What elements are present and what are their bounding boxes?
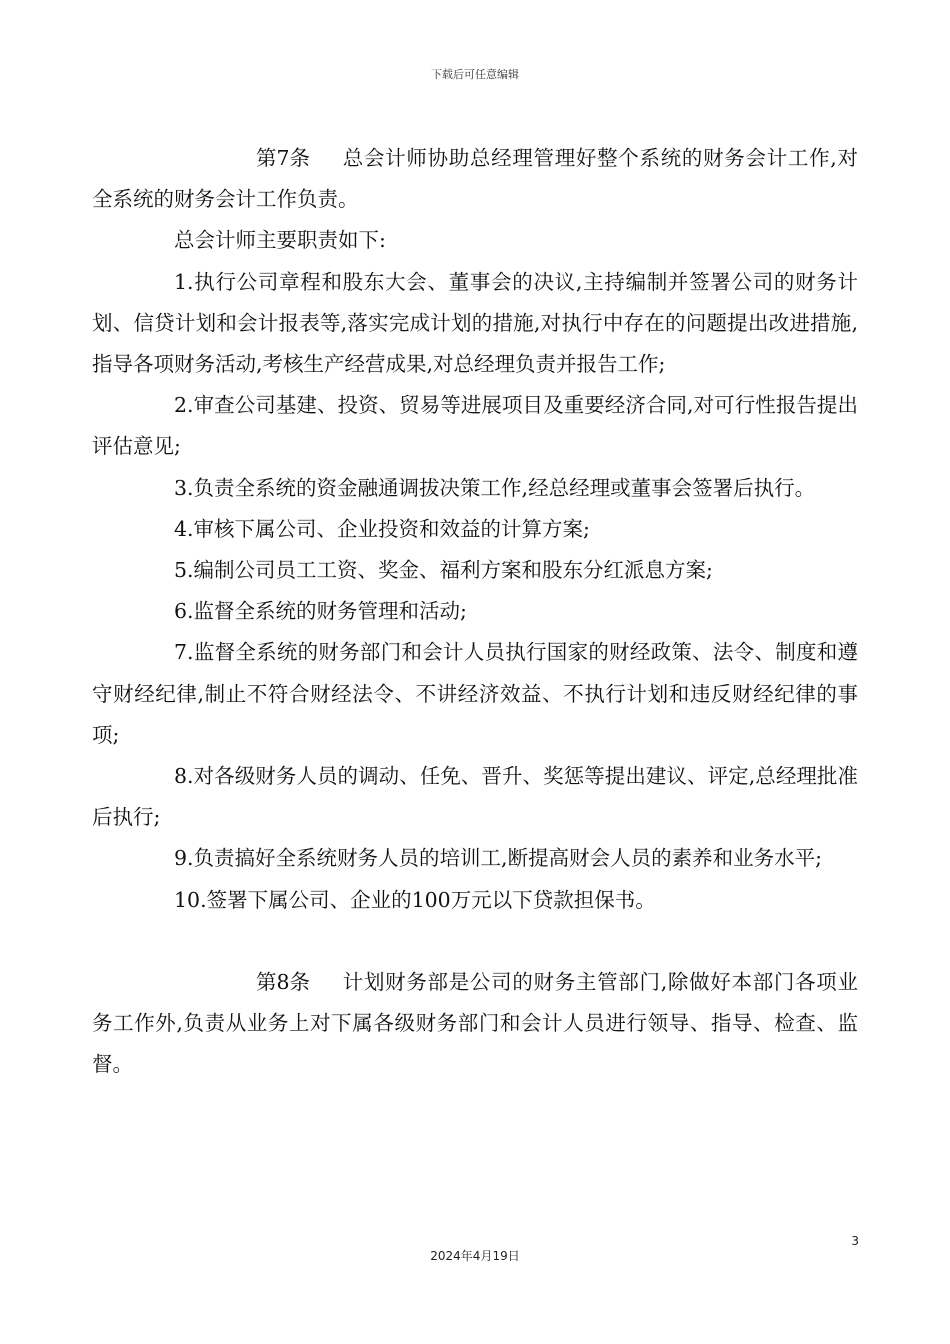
article-8-text: 计划财务部是公司的财务主管部门,除做好本部门各项业务工作外,负责从业务上对下属各级财务部门和会计人员进行领导、指导、检查、监督。 [92, 969, 858, 1077]
duty-item-8: 8.对各级财务人员的调动、任免、晋升、奖惩等提出建议、评定,总经理批准后执行; [92, 764, 858, 830]
article-7-label: 第7条 [256, 146, 311, 170]
duty-item-7: 7.监督全系统的财务部门和会计人员执行国家的财经政策、法令、制度和遵守财经纪律,制止不符合财经法令、不讲经济效益、不执行计划和违反财经纪律的事项; [92, 640, 858, 747]
duty-item-6: 6.监督全系统的财务管理和活动; [174, 599, 467, 624]
duty-item-10: 10.签署下属公司、企业的100万元以下贷款担保书。 [174, 887, 656, 912]
article-7-text: 总会计师协助总经理管理好整个系统的财务会计工作,对全系统的财务会计工作负责。 [92, 146, 858, 212]
page-number: 3 [851, 1234, 859, 1248]
footer-date: 2024年4月19日 [430, 1249, 520, 1263]
page-header: 下载后可任意编辑 [431, 68, 519, 81]
article-7 [92, 138, 858, 220]
duty-item-4: 4.审核下属公司、企业投资和效益的计算方案; [174, 516, 590, 541]
duty-item-2: 2.审查公司基建、投资、贸易等进展项目及重要经济合同,对可行性报告提出评估意见; [92, 393, 858, 459]
duty-item-5: 5.编制公司员工工资、奖金、福利方案和股东分红派息方案; [174, 558, 713, 583]
article-8-label: 第8条 [256, 969, 311, 994]
duties-intro: 总会计师主要职责如下: [174, 228, 386, 253]
paragraph-spacer [92, 921, 858, 962]
duty-item-3: 3.负责全系统的资金融通调拔决策工作,经总经理或董事会签署后执行。 [174, 475, 816, 500]
document-body [92, 138, 858, 1085]
duty-item-1: 1.执行公司章程和股东大会、董事会的决议,主持编制并签署公司的财务计划、信贷计划和会计报表等,落实完成计划的措施,对执行中存在的问题提出改进措施,指导各项财务活动,考核生产经营成果,对总经理负责并报告工作; [92, 269, 858, 377]
duty-item-9: 9.负责搞好全系统财务人员的培训工,断提高财会人员的素养和业务水平; [174, 846, 822, 871]
article-8 [92, 962, 858, 1086]
